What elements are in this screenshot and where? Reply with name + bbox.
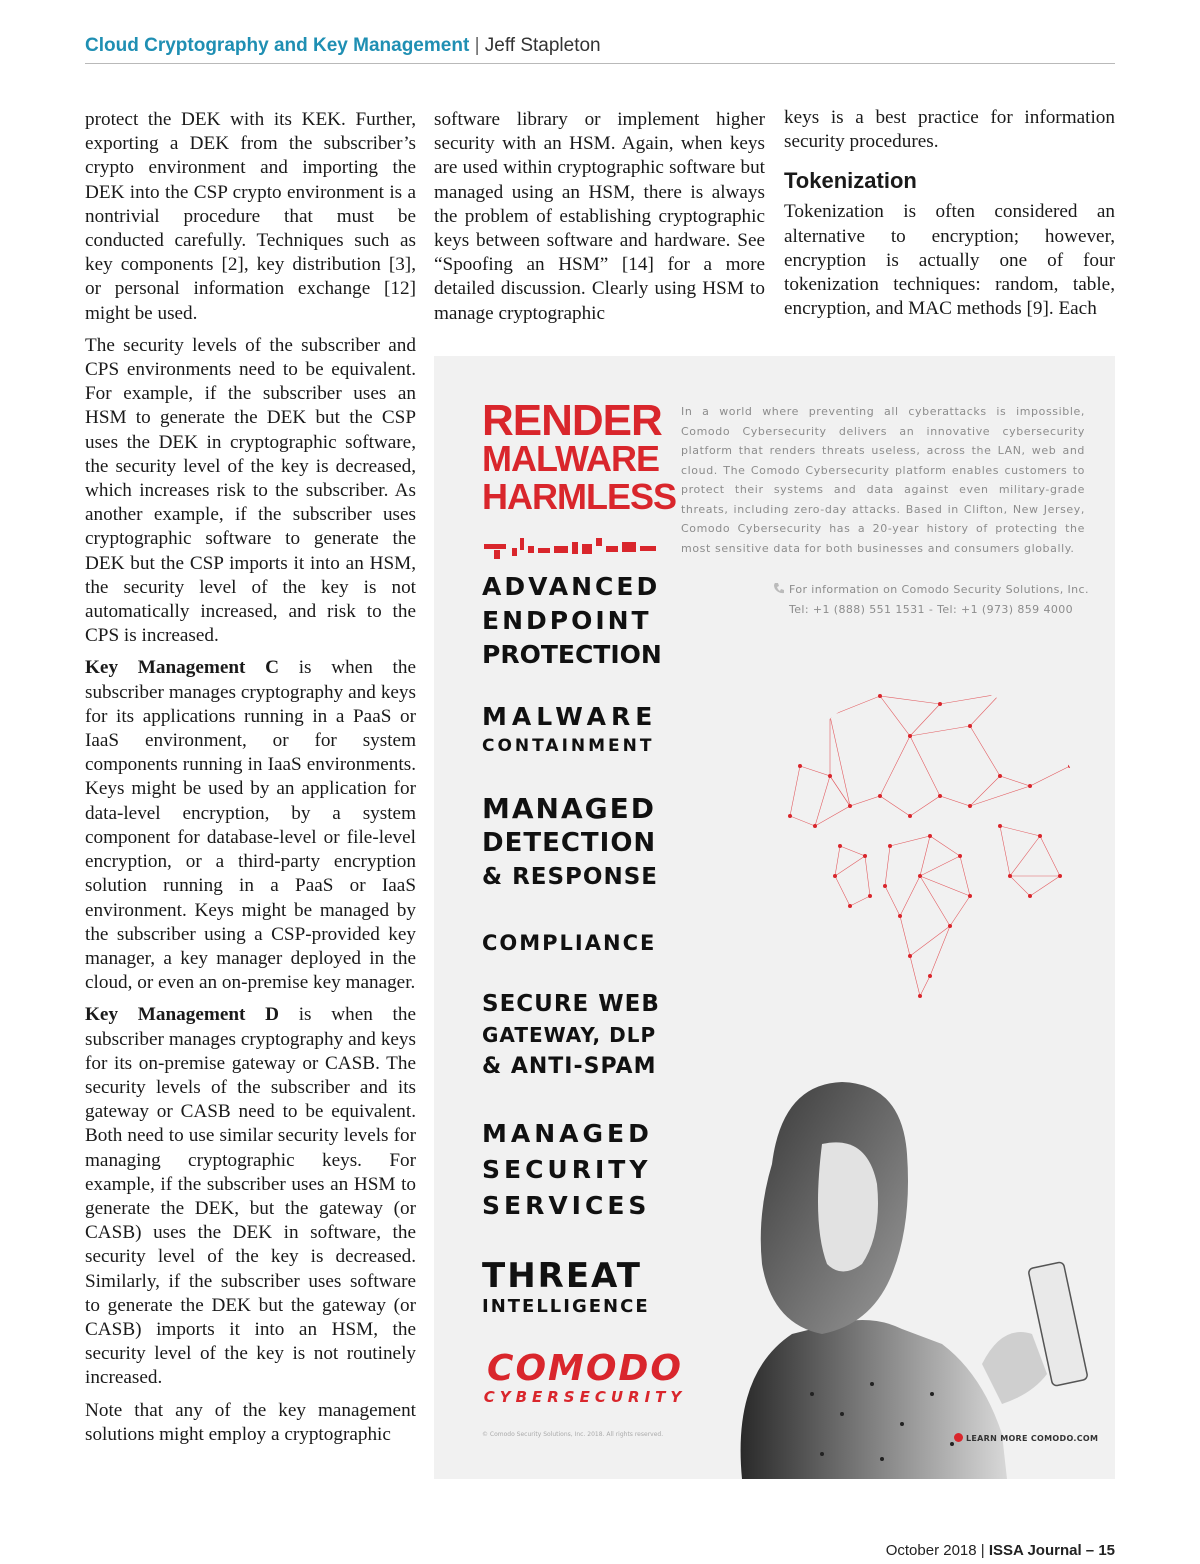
running-header: [85, 33, 1115, 64]
author-name: Jeff Stapleton: [484, 35, 601, 56]
service-compliance: [482, 926, 672, 960]
paragraph-text: is when the subscriber manages cryptography and keys for its on-premise gateway or CASB. The security levels of the subscriber and its gateway or CASB need to be equivalent. Both need to use similar security levels for managing cryptographic keys. For example, if the subscriber uses an HSM to generate the DEK, but the gateway (or CASB) uses the DEK in software, the security level of the key is decreased. Similarly, if the subscriber uses software to generate the DEK but the gateway (or CASB) imports it into an HSM, the security level of the key is not routinely increased.: [85, 1004, 416, 1389]
footer-separator: |: [980, 1542, 985, 1559]
issue-date: October 2018: [885, 1542, 981, 1559]
headline-line: MALWARE: [482, 438, 659, 479]
paragraph: protect the DEK with its KEK. Further, exporting a DEK from the subscriber’s crypto environment and importing the DEK into the CSP crypto environment is a nontrivial procedure that must be conducted carefully. Techniques such as key components [2], key distribution [3], or personal information exchange [12] might be used.: [85, 109, 416, 324]
term-key-management-d: Key Management D: [85, 1004, 279, 1026]
learn-more-label: LEARN MORE COMODO.COM: [966, 1434, 1099, 1443]
headline-line: HARMLESS: [482, 476, 677, 517]
comodo-logo: [480, 1350, 690, 1406]
service-line: ENDPOINT: [482, 606, 652, 635]
glitch-divider-icon: [482, 536, 658, 562]
paragraph: The security levels of the subscriber and CPS environments need to be equivalent. For example, if the subscriber uses an HSM to generate the DEK but the CSP uses the DEK in cryptographic software, the security level of the key is decreased, which increases risk to the subscriber. As another example, if the subscriber uses cryptographic software to generate the DEK but the CSP imports it into an HSM, the security level of the key is not automatically increased, and risk to the CPS is increased.: [85, 334, 416, 647]
woman-with-tablet-photo: [702, 1074, 1115, 1479]
ad-description: In a world where preventing all cyberattacks is impossible, Comodo Cybersecurity delivers an innovative cybersecurity platform that renders threats useless, across the LAN, web and cloud. The Comodo Cybersecurity platform enables customers to protect their systems and data against even military-grade threats, including zero-day attacks. Based in Clifton, New Jersey, Comodo Cybersecurity has a 20-year history of protecting the most sensitive data for both businesses and consumers globally.: [681, 405, 1085, 555]
service-line: DETECTION: [482, 828, 657, 858]
paragraph: [85, 1003, 416, 1390]
service-managed-detection: [482, 792, 672, 894]
section-heading: Tokenization: [784, 168, 917, 194]
service-line: INTELLIGENCE: [482, 1296, 650, 1317]
header-separator: |: [474, 35, 480, 56]
service-line: COMPLIANCE: [482, 931, 657, 955]
text-column-1: [85, 108, 416, 1455]
service-line: MALWARE: [482, 702, 658, 731]
service-line: THREAT: [482, 1256, 642, 1296]
ad-contact: [789, 580, 1089, 619]
service-line: SECURE WEB: [482, 991, 660, 1017]
service-malware-containment: [482, 700, 672, 758]
service-line: & RESPONSE: [482, 864, 658, 890]
paragraph: Tokenization is often considered an alternative to encryption; however, encryption is actually one of four tokenization techniques: random, table, encryption, and MAC methods [9]. Each: [784, 201, 1115, 320]
learn-more-link[interactable]: [954, 1433, 1098, 1443]
service-line: MANAGED: [482, 792, 656, 825]
service-line: GATEWAY, DLP: [482, 1023, 657, 1047]
comodo-mark-icon: [954, 1433, 963, 1442]
logo-subtitle: CYBERSECURITY: [483, 1388, 687, 1406]
contact-line: Tel: +1 (888) 551 1531 - Tel: +1 (973) 859 4000: [789, 602, 1074, 616]
service-line: SECURITY: [482, 1155, 652, 1184]
service-line: & ANTI-SPAM: [482, 1054, 657, 1079]
service-line: SERVICES: [482, 1191, 651, 1220]
term-key-management-c: Key Management C: [85, 657, 279, 679]
service-threat-intelligence: [482, 1256, 672, 1318]
service-line: CONTAINMENT: [482, 736, 655, 756]
comodo-advertisement: [434, 356, 1115, 1479]
article-title: Cloud Cryptography and Key Management: [85, 35, 470, 56]
service-line: ADVANCED: [482, 572, 661, 601]
paragraph: keys is a best practice for information security procedures.: [784, 107, 1115, 153]
paragraph: software library or implement higher security with an HSM. Again, when keys are used within cryptographic software but managed using an HSM, there is always the problem of establishing cryptographic keys between software and hardware. See “Spoofing an HSM” [14] for a more detailed discussion. Clearly using HSM to manage cryptographic: [434, 109, 765, 324]
phone-icon: [773, 582, 784, 595]
page-footer: [886, 1542, 1115, 1559]
ad-copyright: © Comodo Security Solutions, Inc. 2018. All rights reserved.: [482, 1431, 664, 1438]
paragraph: [85, 656, 416, 995]
service-managed-security-services: [482, 1116, 672, 1224]
journal-page: ISSA Journal – 15: [984, 1542, 1115, 1559]
text-column-3: [784, 106, 1115, 329]
logo-wordmark: COMODO: [487, 1348, 683, 1389]
text-column-2: [434, 108, 765, 334]
globe-network-illustration: [770, 676, 1090, 1006]
contact-line: For information on Comodo Security Solutions, Inc.: [789, 583, 1089, 596]
headline-line: RENDER: [482, 396, 662, 445]
paragraph: Note that any of the key management solutions might employ a cryptographic: [85, 1399, 416, 1445]
paragraph-text: is when the subscriber manages cryptography and keys for its applications running in a PaaS or IaaS environment, or for system components running in IaaS environments. Keys might be used by an application for data-level encryption, by a system component for database-level or file-level encryption, or a third-party encryption solution running in a PaaS or IaaS environment. Keys might be managed by the subscriber using a CSP-provided key manager, a key manager deployed in the cloud, or even an on-premise key manager.: [85, 657, 416, 994]
service-endpoint-protection: [482, 570, 672, 672]
service-line: PROTECTION: [482, 640, 662, 669]
service-secure-web-gateway: [482, 989, 672, 1082]
service-line: MANAGED: [482, 1119, 653, 1148]
ad-headline: [482, 396, 677, 517]
